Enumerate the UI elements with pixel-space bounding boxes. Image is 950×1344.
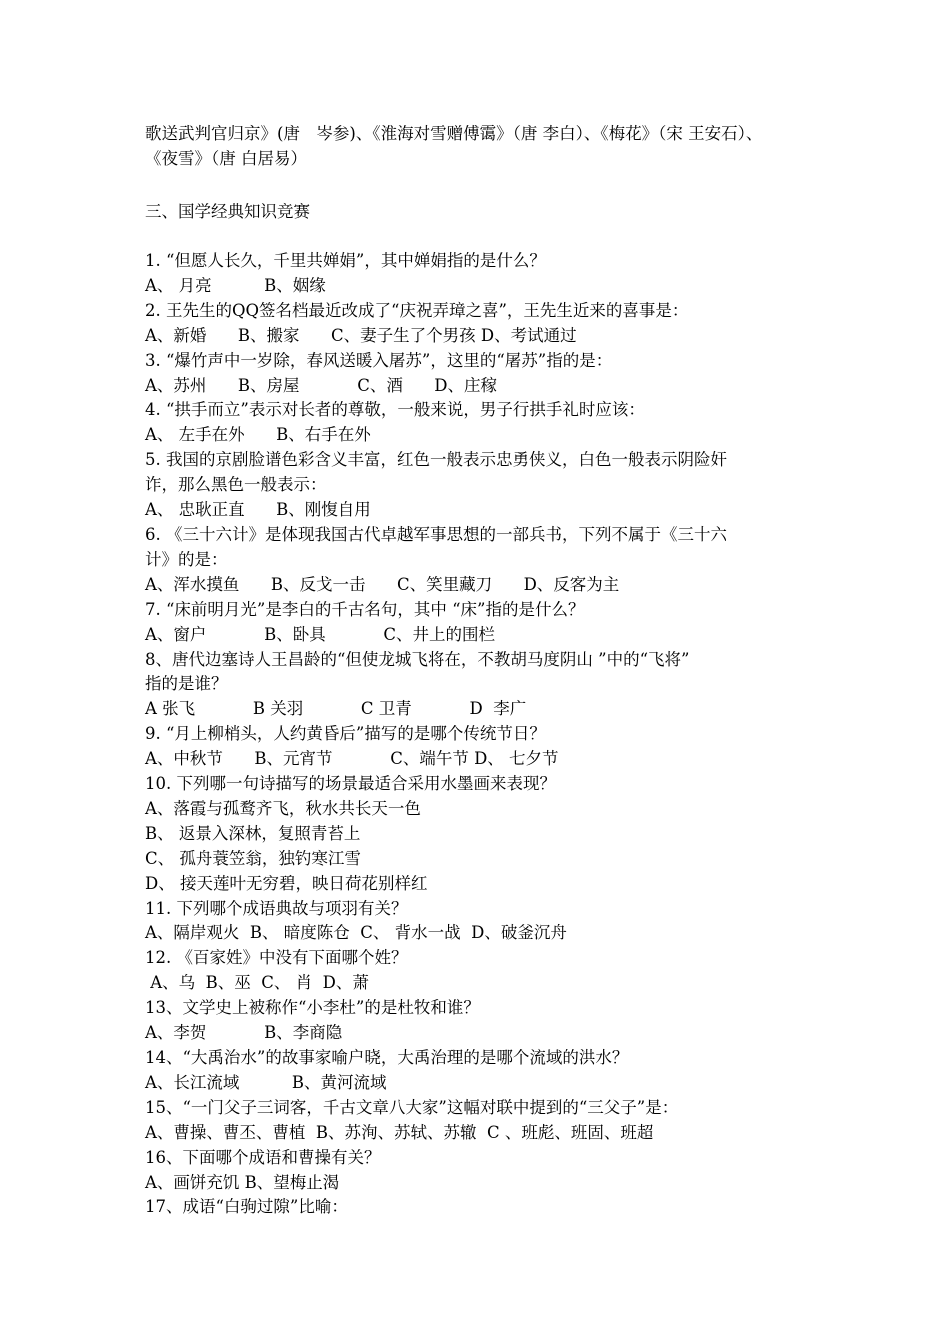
quiz-line: 10. 下列哪一句诗描写的场景最适合采用水墨画来表现？ — [145, 774, 556, 794]
quiz-line: A、曹操、曹丕、曹植 B、苏洵、苏轼、苏辙 C 、班彪、班固、班超 — [145, 1122, 654, 1142]
quiz-line: A、浑水摸鱼 B、反戈一击 C、笑里藏刀 D、反客为主 — [145, 574, 620, 594]
intro-line: 歌送武判官归京》(唐 岑参)、《淮海对雪赠傅霭》（唐 李白）、《梅花》（宋 王安石）、 — [145, 124, 763, 143]
quiz-line: 6. 《三十六计》是体现我国古代卓越军事思想的一部兵书，下列不属于《三十六 — [145, 524, 727, 544]
quiz-line: A、窗户 B、卧具 C、井上的围栏 — [145, 624, 496, 644]
quiz-line: 3. “爆竹声中一岁除，春风送暖入屠苏”，这里的“屠苏”指的是： — [145, 350, 613, 370]
quiz-line: 17、成语“白驹过隙”比喻： — [145, 1197, 348, 1217]
quiz-line: A 张飞 B 关羽 C 卫青 D 李广 — [145, 699, 527, 719]
quiz-line: A、落霞与孤鹜齐飞，秋水共长天一色 — [145, 798, 421, 818]
quiz-line: A、 左手在外 B、右手在外 — [145, 425, 371, 445]
quiz-line: 7. “床前明月光”是李白的千古名句，其中 “床”指的是什么？ — [145, 599, 585, 619]
quiz-line: C、 孤舟蓑笠翁，独钓寒江雪 — [145, 848, 361, 868]
quiz-line: 14、“大禹治水”的故事家喻户晓，大禹治理的是哪个流域的洪水？ — [145, 1048, 629, 1067]
section-title: 三、国学经典知识竞赛 — [145, 202, 310, 221]
quiz-line: A、 忠耿正直 B、刚愎自用 — [145, 500, 371, 520]
quiz-line: A、乌 B、巫 C、 肖 D、萧 — [145, 973, 369, 993]
quiz-line: 16、下面哪个成语和曹操有关？ — [145, 1147, 381, 1167]
quiz-line: 13、文学史上被称作“小李杜”的是杜牧和谁？ — [145, 998, 480, 1018]
quiz-line: 4. “拱手而立”表示对长者的尊敬，一般来说，男子行拱手礼时应该： — [145, 400, 645, 420]
intro-paragraph — [145, 122, 825, 172]
quiz-line: 15、“一门父子三词客，千古文章八大家”这幅对联中提到的“三父子”是： — [145, 1097, 679, 1117]
quiz-line: 诈，那么黑色一般表示： — [145, 475, 327, 495]
quiz-line: 指的是谁？ — [145, 674, 228, 694]
quiz-line: 计》的是： — [145, 549, 228, 569]
quiz-line: A、隔岸观火 B、 暗度陈仓 C、 背水一战 D、破釜沉舟 — [145, 923, 567, 943]
quiz-line: B、 返景入深林，复照青苔上 — [145, 823, 361, 843]
quiz-line: 11. 下列哪个成语典故与项羽有关？ — [145, 898, 408, 918]
quiz-line: A、长江流域 B、黄河流域 — [145, 1072, 387, 1092]
quiz-line: D、 接天莲叶无穷碧，映日荷花别样红 — [145, 873, 428, 893]
quiz-line: A、苏州 B、房屋 C、酒 D、庄稼 — [145, 375, 498, 395]
quiz-line: 12. 《百家姓》中没有下面哪个姓？ — [145, 948, 408, 968]
quiz-line: A、 月亮 B、姻缘 — [145, 275, 326, 295]
quiz-line: 9. “月上柳梢头，人约黄昏后”描写的是哪个传统节日？ — [145, 724, 546, 744]
quiz-line: 1. “但愿人长久，千里共婵娟”，其中婵娟指的是什么？ — [145, 251, 546, 270]
quiz-line: 8、唐代边塞诗人王昌龄的“但使龙城飞将在，不教胡马度阴山 ”中的“飞将” — [145, 649, 690, 669]
quiz-line: 5. 我国的京剧脸谱色彩含义丰富，红色一般表示忠勇侠义，白色一般表示阴险奸 — [145, 450, 727, 470]
quiz-line: A、中秋节 B、元宵节 C、端午节 D、 七夕节 — [145, 749, 559, 769]
quiz-line: 2. 王先生的QQ签名档最近改成了“庆祝弄璋之喜”，王先生近来的喜事是： — [145, 300, 689, 320]
quiz-line: A、李贺 B、李商隐 — [145, 1023, 343, 1043]
intro-line: 《夜雪》（唐 白居易） — [145, 148, 307, 168]
quiz-line: A、新婚 B、搬家 C、妻子生了个男孩 D、考试通过 — [145, 325, 577, 345]
quiz-line: A、画饼充饥 B、望梅止渴 — [145, 1172, 340, 1192]
quiz-list — [145, 249, 825, 1220]
